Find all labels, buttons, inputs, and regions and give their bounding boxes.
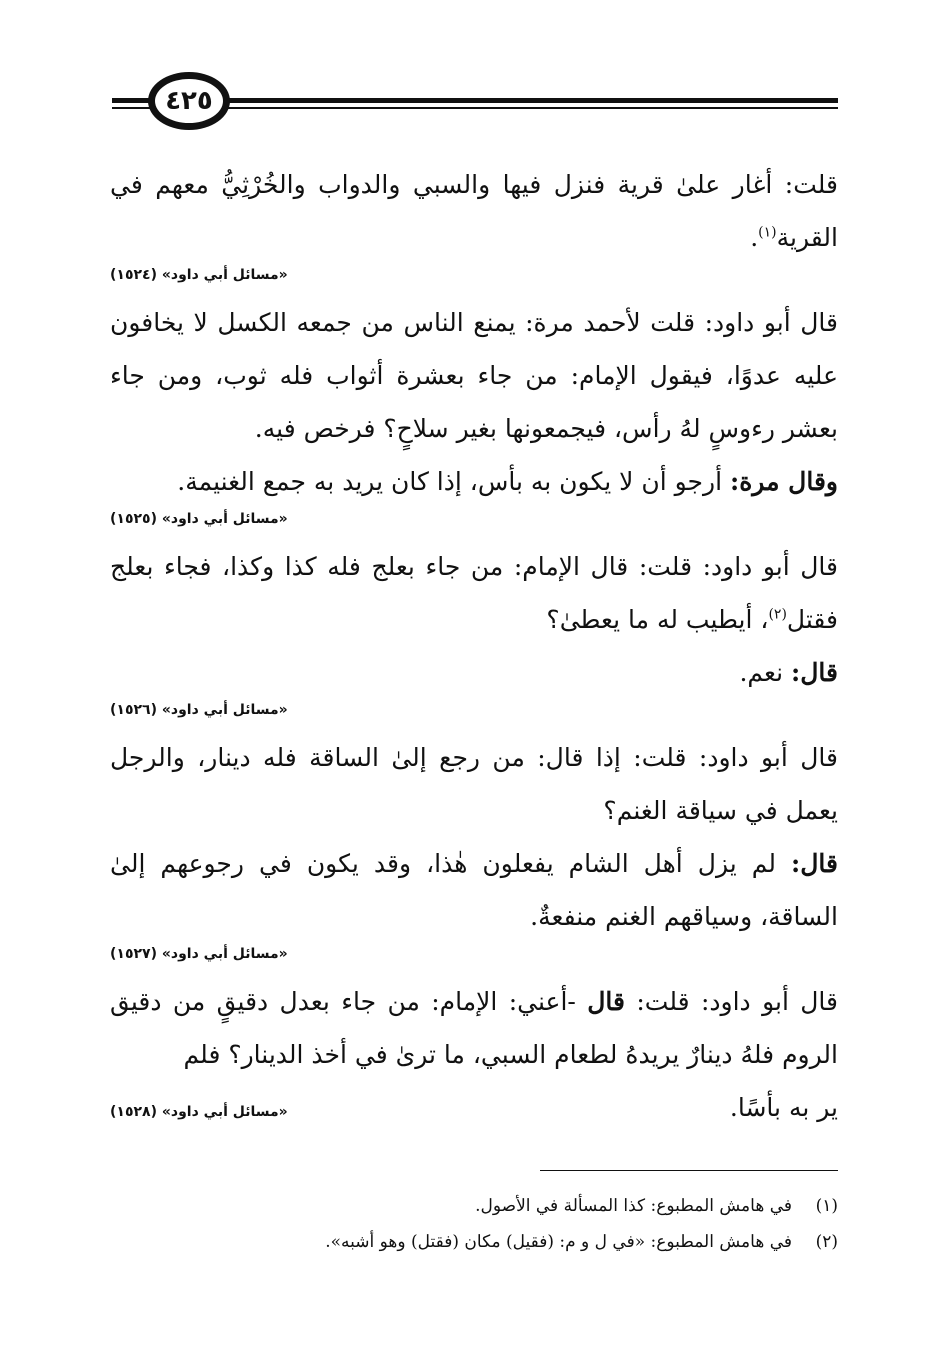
- page-number: ٤٢٥: [148, 72, 230, 130]
- footnote-text: في هامش المطبوع: «في ل و م: (فقيل) مكان (فقتل) وهو أشبه».: [325, 1232, 792, 1252]
- entry-1-reference: «مسائل أبي داود» (١٥٢٤): [110, 267, 288, 283]
- said-once-label: وقال مرة:: [729, 467, 838, 496]
- answer-label: قال:: [791, 849, 838, 878]
- page-header: [0, 0, 952, 140]
- entry-4-text: قال أبو داود: قلت: إذا قال: من رجع إلىٰ الساقة فله دينار، والرجل يعمل في سياقة الغنم؟: [110, 743, 838, 825]
- footnote-2: [110, 1224, 838, 1260]
- said-label: قال: [587, 987, 625, 1016]
- entry-4-reference: «مسائل أبي داود» (١٥٢٧): [110, 946, 288, 962]
- entry-2-reference: «مسائل أبي داود» (١٥٢٥): [110, 511, 288, 527]
- entry-5-text: قال أبو داود: قلت: قال -أعني: الإمام: من جاء بعدل دقيقٍ من دقيق الروم فلهُ دينارٌ يريدهُ لطعام السبي، ما ترىٰ في أخذ الدينار؟ فلم: [110, 987, 839, 1069]
- entry-3-reference: «مسائل أبي داود» (١٥٢٦): [110, 702, 288, 718]
- entry-4-answer: قال: لم يزل أهل الشام يفعلون هٰذا، وقد يكون في رجوعهم إلىٰ الساقة، وسياقهم الغنم منفعةٌ.: [110, 849, 838, 931]
- footnote-number: (١): [815, 1196, 838, 1216]
- entry-5-last-line: [110, 1081, 838, 1139]
- entry-3-answer: قال: نعم.: [739, 658, 838, 687]
- entry-5-reference: «مسائل أبي داود» (١٥٢٨): [110, 1104, 288, 1120]
- entry-3-text: قال أبو داود: قلت: قال الإمام: من جاء بعلج فله كذا وكذا، فجاء بعلج فقتل$^{(٢)}$، أيطيب له ما يعطىٰ؟: [110, 552, 838, 634]
- footnote-separator: [540, 1170, 838, 1171]
- entry-5-closing: ير به بأسًا.: [729, 1093, 838, 1122]
- entry-1-text: قلت: أغار علىٰ قرية فنزل فيها والسبي والدواب والخُرْثِيُّ معهم في القرية$^{(١)}$.: [110, 170, 838, 252]
- main-content: [110, 158, 838, 1139]
- footnote-number: (٢): [815, 1232, 838, 1252]
- footnote-mark-1[interactable]: (١): [758, 224, 777, 241]
- entry-2-text: قال أبو داود: قلت لأحمد مرة: يمنع الناس من جمعه الكسل لا يخافون عليه عدوًا، فيقول الإمام: من جاء بعشرة أثواب فله ثوب، ومن جاء بعشر رءوسٍ لهُ رأس، فيجمعونها بغير سلاحٍ؟ فرخص فيه.: [110, 308, 838, 443]
- footnote-1: [110, 1188, 838, 1224]
- entry-2-follow: وقال مرة: أرجو أن لا يكون به بأس، إذا كان يريد به جمع الغنيمة.: [177, 467, 838, 496]
- footnote-text: في هامش المطبوع: كذا المسألة في الأصول.: [475, 1196, 792, 1216]
- footnotes: [110, 1188, 838, 1260]
- answer-label: قال:: [791, 658, 838, 687]
- footnote-mark-2[interactable]: (٢): [768, 606, 787, 623]
